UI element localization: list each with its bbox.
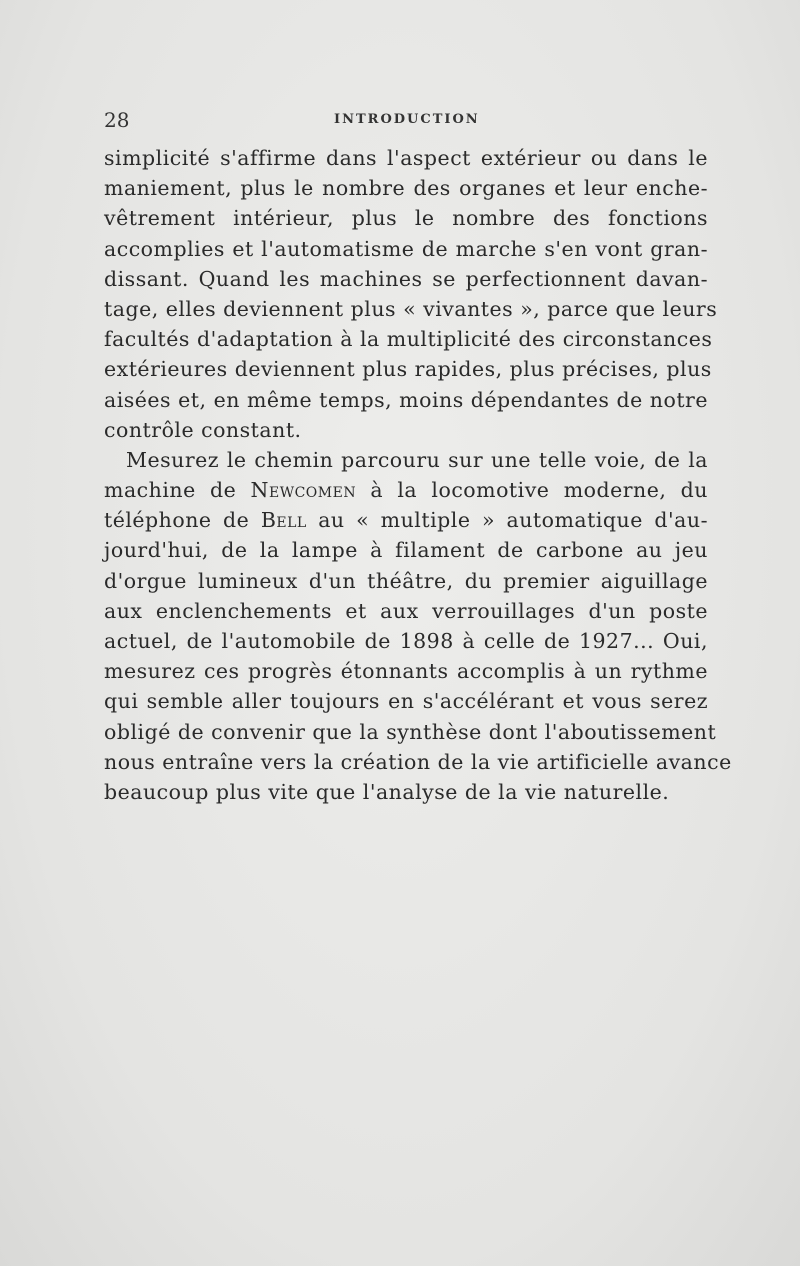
- text-line: qui semble aller toujours en s'accélérant et vous serez: [104, 689, 708, 714]
- text-line: simplicité s'affirme dans l'aspect extérieur ou dans le: [104, 146, 708, 170]
- paragraph-1: [104, 143, 718, 445]
- proper-name: Bell: [260, 508, 307, 533]
- text-line: aisées et, en même temps, moins dépendantes de notre: [104, 387, 708, 412]
- proper-name: Newcomen: [250, 478, 357, 503]
- text-fragment: téléphone de: [104, 508, 261, 533]
- text-line: facultés d'adaptation à la multiplicité des circonstances: [104, 327, 713, 352]
- text-line: vêtrement intérieur, plus le nombre des fonctions: [104, 206, 708, 231]
- page-header: [104, 108, 704, 138]
- body-text: [104, 143, 732, 807]
- text-line: actuel, de l'automobile de 1898 à celle de 1927... Oui,: [104, 629, 708, 653]
- text-line: contrôle constant.: [104, 417, 302, 442]
- text-line: tage, elles deviennent plus « vivantes », parce que leurs: [104, 296, 718, 321]
- text-line: accomplies et l'automatisme de marche s'en vont gran-: [104, 236, 708, 261]
- text-line: obligé de convenir que la synthèse dont l'aboutissement: [104, 719, 717, 744]
- text-line: extérieures deviennent plus rapides, plus précises, plus: [104, 357, 712, 382]
- text-line: [104, 475, 708, 505]
- text-line: jourd'hui, de la lampe à filament de carbone au jeu: [104, 538, 708, 563]
- text-fragment: machine de: [104, 478, 251, 503]
- text-line: Mesurez le chemin parcouru sur une telle voie, de la: [126, 447, 708, 472]
- running-title: INTRODUCTION: [334, 112, 480, 127]
- text-line: [104, 505, 708, 535]
- text-line: d'orgue lumineux d'un théâtre, du premier aiguillage: [104, 568, 708, 593]
- text-line: mesurez ces progrès étonnants accomplis à un rythme: [104, 659, 708, 684]
- text-line: dissant. Quand les machines se perfectionnent davan-: [104, 266, 708, 291]
- text-line: nous entraîne vers la création de la vie artificielle avance: [104, 749, 732, 774]
- text-line: aux enclenchements et aux verrouillages d'un poste: [104, 598, 708, 623]
- page-number: 28: [104, 108, 130, 132]
- text-fragment: à la locomotive moderne, du: [356, 478, 708, 503]
- paragraph-2: [104, 445, 732, 807]
- text-fragment: au « multiple » automatique d'au-: [306, 508, 708, 533]
- text-line: beaucoup plus vite que l'analyse de la vie naturelle.: [104, 779, 670, 804]
- text-line: maniement, plus le nombre des organes et leur enche-: [104, 176, 708, 201]
